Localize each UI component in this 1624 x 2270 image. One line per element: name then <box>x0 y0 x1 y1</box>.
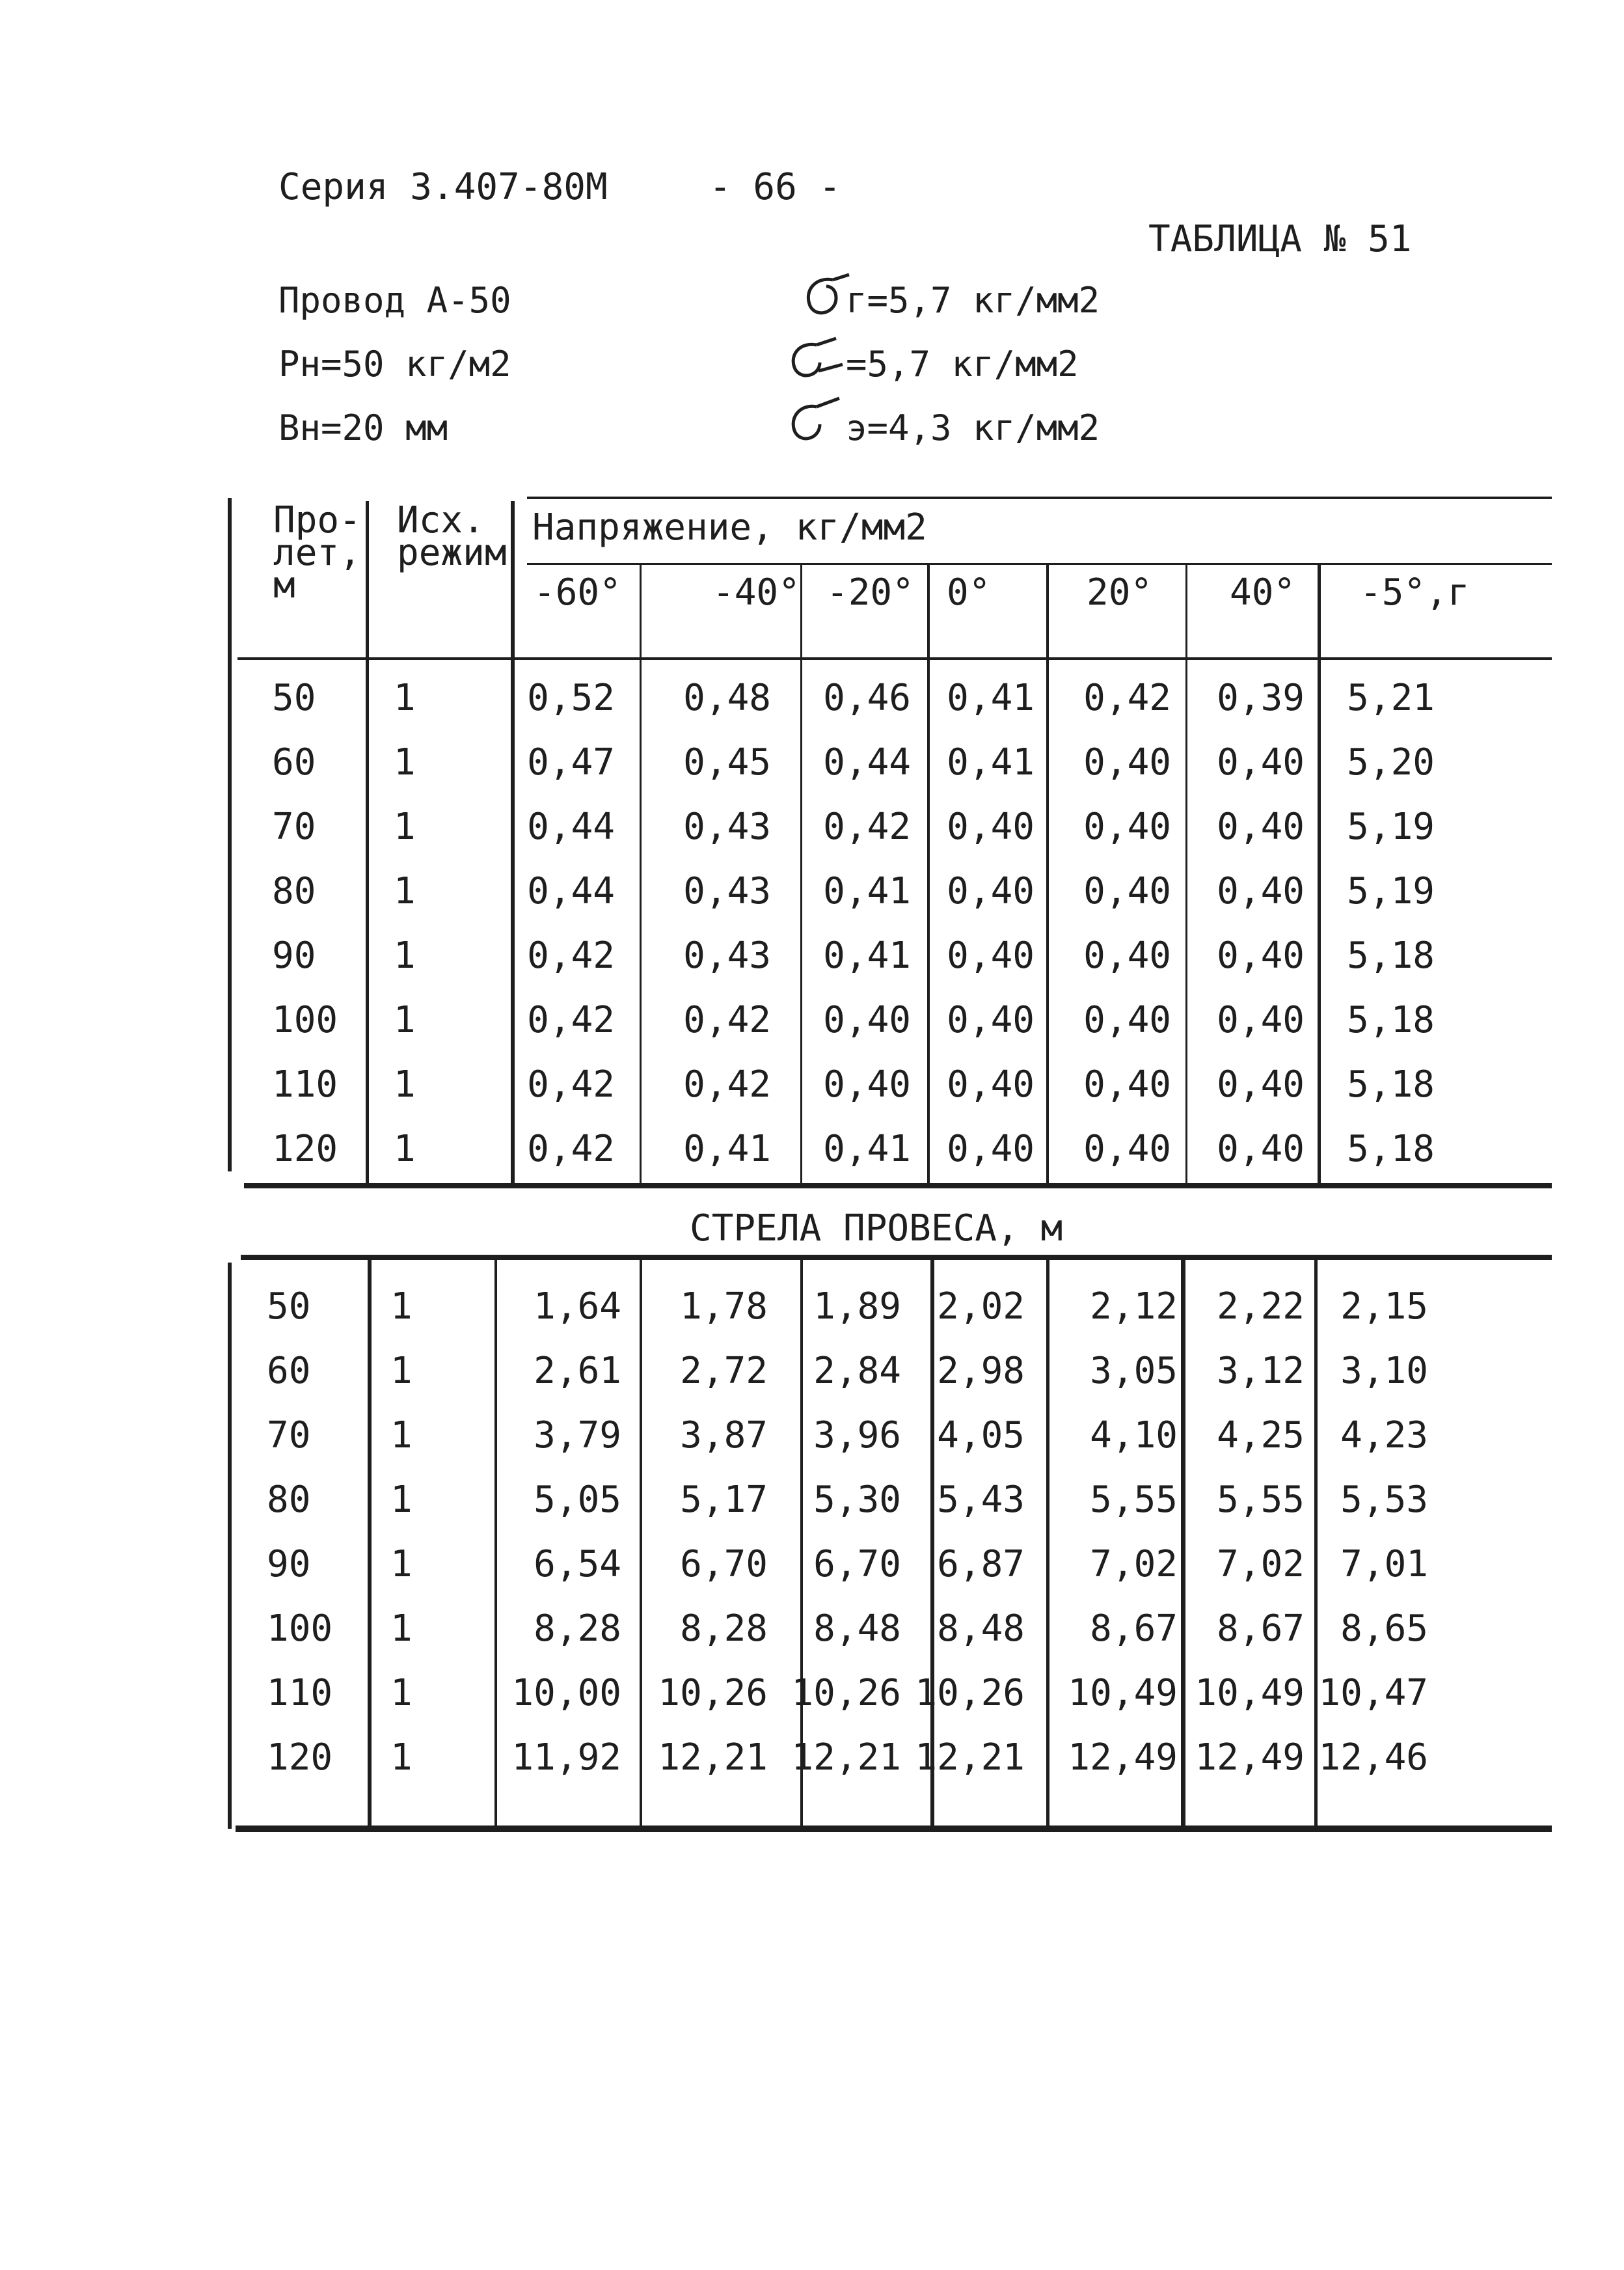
value-cell: 5,19 <box>1347 806 1435 848</box>
value-cell: 8,65 <box>1340 1607 1428 1650</box>
sag-section-title: СТРЕЛА ПРОВЕСА, м <box>690 1207 1063 1250</box>
value-cell: 8,28 <box>534 1607 621 1650</box>
value-cell: 3,10 <box>1340 1350 1428 1392</box>
sigma-e: э=4,3 кг/мм2 <box>846 407 1100 448</box>
value-cell: 12,21 <box>791 1736 901 1779</box>
span-cell: 70 <box>267 1414 311 1456</box>
sag-left-border <box>228 1263 232 1829</box>
temperature-header: 20° <box>1087 571 1153 614</box>
wind-load: Рн=50 кг/м2 <box>278 344 511 385</box>
value-cell: 1,89 <box>813 1285 901 1328</box>
value-cell: 3,96 <box>813 1414 901 1456</box>
value-cell: 0,40 <box>1217 806 1305 848</box>
value-cell: 0,40 <box>1217 1063 1305 1106</box>
value-cell: 1,64 <box>534 1285 621 1328</box>
value-cell: 0,41 <box>823 935 911 977</box>
value-cell: 0,42 <box>527 999 615 1041</box>
value-cell: 3,05 <box>1090 1350 1178 1392</box>
page-number: - 66 - <box>709 166 841 208</box>
value-cell: 6,54 <box>534 1543 621 1585</box>
value-cell: 0,40 <box>1083 806 1171 848</box>
value-cell: 0,40 <box>947 1063 1035 1106</box>
mode-cell: 1 <box>394 870 416 912</box>
value-cell: 10,26 <box>915 1672 1025 1714</box>
value-cell: 8,28 <box>680 1607 768 1650</box>
value-cell: 0,41 <box>947 741 1035 784</box>
value-cell: 0,41 <box>823 1128 911 1170</box>
value-cell: 6,87 <box>937 1543 1025 1585</box>
value-cell: 7,01 <box>1340 1543 1428 1585</box>
mode-cell: 1 <box>394 1128 416 1170</box>
value-cell: 0,40 <box>1083 1063 1171 1106</box>
mode-cell: 1 <box>390 1543 413 1585</box>
span-cell: 100 <box>272 999 338 1041</box>
value-cell: 0,43 <box>683 870 771 912</box>
value-cell: 10,49 <box>1068 1672 1178 1714</box>
span-cell: 110 <box>272 1063 338 1106</box>
value-cell: 5,18 <box>1347 999 1435 1041</box>
mode-cell: 1 <box>394 935 416 977</box>
mode-cell: 1 <box>394 999 416 1041</box>
value-cell: 0,40 <box>947 806 1035 848</box>
mode-cell: 1 <box>394 677 416 719</box>
value-cell: 7,02 <box>1090 1543 1178 1585</box>
col-divider <box>368 1259 372 1829</box>
value-cell: 2,72 <box>680 1350 768 1392</box>
mode-cell: 1 <box>390 1350 413 1392</box>
value-cell: 8,67 <box>1217 1607 1305 1650</box>
table-left-border <box>228 498 232 1171</box>
mode-cell: 1 <box>390 1736 413 1779</box>
value-cell: 0,42 <box>683 999 771 1041</box>
table-title: ТАБЛИЦА № 51 <box>1148 218 1412 260</box>
value-cell: 10,00 <box>511 1672 621 1714</box>
value-cell: 0,42 <box>527 935 615 977</box>
value-cell: 0,40 <box>947 935 1035 977</box>
header-bottom-border <box>237 657 1552 660</box>
value-cell: 0,44 <box>527 806 615 848</box>
mode-cell: 1 <box>394 1063 416 1106</box>
span-cell: 90 <box>267 1543 311 1585</box>
sigma-symbol-icon <box>781 390 846 449</box>
value-cell: 10,47 <box>1318 1672 1428 1714</box>
ice-thickness: Вн=20 мм <box>278 407 448 448</box>
value-cell: 5,19 <box>1347 870 1435 912</box>
span-cell: 120 <box>272 1128 338 1170</box>
value-cell: 7,02 <box>1217 1543 1305 1585</box>
group-divider <box>527 563 1552 565</box>
value-cell: 11,92 <box>511 1736 621 1779</box>
temperature-header: -60° <box>534 571 621 614</box>
mode-cell: 1 <box>390 1285 413 1328</box>
value-cell: 2,98 <box>937 1350 1025 1392</box>
value-cell: 0,42 <box>1083 677 1171 719</box>
value-cell: 4,05 <box>937 1414 1025 1456</box>
value-cell: 3,12 <box>1217 1350 1305 1392</box>
value-cell: 0,40 <box>1217 935 1305 977</box>
sigma-symbol-icon <box>781 329 852 387</box>
value-cell: 0,41 <box>823 870 911 912</box>
value-cell: 0,40 <box>823 1063 911 1106</box>
span-cell: 50 <box>272 677 316 719</box>
value-cell: 2,15 <box>1340 1285 1428 1328</box>
value-cell: 0,48 <box>683 677 771 719</box>
value-cell: 5,05 <box>534 1479 621 1521</box>
value-cell: 5,53 <box>1340 1479 1428 1521</box>
mode-cell: 1 <box>390 1479 413 1521</box>
value-cell: 6,70 <box>680 1543 768 1585</box>
value-cell: 0,41 <box>947 677 1035 719</box>
value-cell: 8,67 <box>1090 1607 1178 1650</box>
value-cell: 0,43 <box>683 806 771 848</box>
span-cell: 110 <box>267 1672 333 1714</box>
value-cell: 0,40 <box>947 870 1035 912</box>
temperature-header: 40° <box>1230 571 1296 614</box>
value-cell: 0,39 <box>1217 677 1305 719</box>
value-cell: 5,43 <box>937 1479 1025 1521</box>
value-cell: 5,55 <box>1217 1479 1305 1521</box>
value-cell: 4,10 <box>1090 1414 1178 1456</box>
series-label: Серия 3.407-80М <box>278 166 608 208</box>
value-cell: 0,44 <box>823 741 911 784</box>
col-header-group: Напряжение, кг/мм2 <box>532 506 927 549</box>
mode-cell: 1 <box>390 1414 413 1456</box>
value-cell: 0,44 <box>527 870 615 912</box>
span-cell: 60 <box>267 1350 311 1392</box>
sag-top-border <box>241 1255 1552 1260</box>
col-header-span: Про- лет, м <box>273 499 361 607</box>
value-cell: 10,26 <box>658 1672 768 1714</box>
value-cell: 8,48 <box>937 1607 1025 1650</box>
value-cell: 0,40 <box>1083 741 1171 784</box>
col-header-mode: Исх. режим <box>397 499 507 574</box>
value-cell: 0,42 <box>527 1128 615 1170</box>
value-cell: 2,12 <box>1090 1285 1178 1328</box>
value-cell: 0,40 <box>1217 741 1305 784</box>
mode-cell: 1 <box>390 1672 413 1714</box>
span-cell: 80 <box>267 1479 311 1521</box>
value-cell: 5,18 <box>1347 935 1435 977</box>
value-cell: 0,47 <box>527 741 615 784</box>
value-cell: 3,79 <box>534 1414 621 1456</box>
value-cell: 0,40 <box>1217 870 1305 912</box>
value-cell: 12,46 <box>1318 1736 1428 1779</box>
value-cell: 0,42 <box>823 806 911 848</box>
value-cell: 5,18 <box>1347 1128 1435 1170</box>
value-cell: 3,87 <box>680 1414 768 1456</box>
value-cell: 0,40 <box>1083 870 1171 912</box>
span-cell: 60 <box>272 741 316 784</box>
value-cell: 0,40 <box>1083 935 1171 977</box>
span-cell: 50 <box>267 1285 311 1328</box>
value-cell: 2,61 <box>534 1350 621 1392</box>
value-cell: 2,84 <box>813 1350 901 1392</box>
value-cell: 10,26 <box>791 1672 901 1714</box>
value-cell: 0,42 <box>527 1063 615 1106</box>
value-cell: 6,70 <box>813 1543 901 1585</box>
value-cell: 5,55 <box>1090 1479 1178 1521</box>
value-cell: 0,40 <box>1083 1128 1171 1170</box>
value-cell: 12,21 <box>658 1736 768 1779</box>
value-cell: 2,22 <box>1217 1285 1305 1328</box>
wire-type: Провод А-50 <box>278 280 511 321</box>
span-cell: 70 <box>272 806 316 848</box>
value-cell: 0,42 <box>683 1063 771 1106</box>
value-cell: 0,46 <box>823 677 911 719</box>
span-cell: 120 <box>267 1736 333 1779</box>
value-cell: 5,20 <box>1347 741 1435 784</box>
value-cell: 12,49 <box>1195 1736 1305 1779</box>
sigma-minus: =5,7 кг/мм2 <box>846 344 1079 385</box>
temperature-header: -5°,г <box>1360 571 1470 614</box>
value-cell: 12,49 <box>1068 1736 1178 1779</box>
sag-bottom-border <box>236 1826 1552 1832</box>
temperature-header: 0° <box>947 571 991 614</box>
value-cell: 8,48 <box>813 1607 901 1650</box>
span-cell: 100 <box>267 1607 333 1650</box>
sigma-g: г=5,7 кг/мм2 <box>846 280 1100 321</box>
span-cell: 90 <box>272 935 316 977</box>
value-cell: 5,18 <box>1347 1063 1435 1106</box>
span-cell: 80 <box>272 870 316 912</box>
mode-cell: 1 <box>390 1607 413 1650</box>
value-cell: 12,21 <box>915 1736 1025 1779</box>
mode-cell: 1 <box>394 741 416 784</box>
value-cell: 0,41 <box>683 1128 771 1170</box>
value-cell: 4,23 <box>1340 1414 1428 1456</box>
value-cell: 0,40 <box>1217 1128 1305 1170</box>
value-cell: 0,45 <box>683 741 771 784</box>
value-cell: 4,25 <box>1217 1414 1305 1456</box>
value-cell: 10,49 <box>1195 1672 1305 1714</box>
table-top-border <box>527 497 1552 499</box>
value-cell: 0,40 <box>1217 999 1305 1041</box>
col-divider <box>366 501 369 1184</box>
stress-bottom-border <box>244 1183 1552 1188</box>
value-cell: 0,40 <box>947 1128 1035 1170</box>
value-cell: 0,40 <box>1083 999 1171 1041</box>
mode-cell: 1 <box>394 806 416 848</box>
value-cell: 0,40 <box>947 999 1035 1041</box>
value-cell: 0,40 <box>823 999 911 1041</box>
value-cell: 5,21 <box>1347 677 1435 719</box>
value-cell: 2,02 <box>937 1285 1025 1328</box>
temperature-header: -40° <box>712 571 800 614</box>
temperature-header: -20° <box>826 571 914 614</box>
value-cell: 0,52 <box>527 677 615 719</box>
value-cell: 5,17 <box>680 1479 768 1521</box>
value-cell: 0,43 <box>683 935 771 977</box>
value-cell: 5,30 <box>813 1479 901 1521</box>
value-cell: 1,78 <box>680 1285 768 1328</box>
